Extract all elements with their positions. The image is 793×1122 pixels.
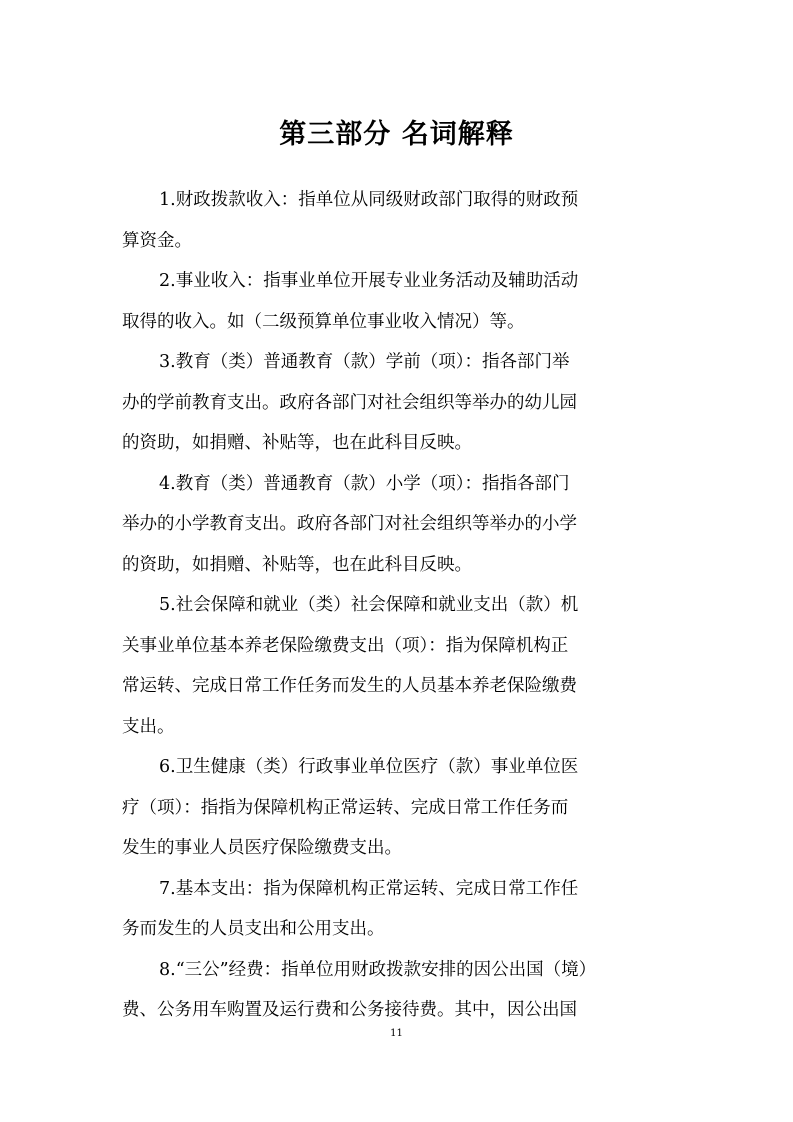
paragraph-line: 费、公务用车购置及运行费和公务接待费。其中，因公出国: [122, 1000, 577, 1020]
definition-paragraph-3: [122, 342, 674, 464]
page-number: 11: [390, 1028, 403, 1039]
definition-paragraph-7: [122, 869, 674, 950]
definition-paragraph-5: [122, 585, 674, 747]
paragraph-line: 疗（项）：指指为保障机构正常运转、完成日常工作任务而: [122, 797, 569, 818]
paragraph-line: 举办的小学教育支出。政府各部门对社会组织等举办的小学: [122, 514, 577, 534]
paragraph-line: 发生的事业人员医疗保险缴费支出。: [122, 838, 402, 858]
paragraph-line: 的资助，如捐赠、补贴等，也在此科目反映。: [122, 554, 472, 575]
paragraph-line: 算资金。: [122, 230, 192, 251]
paragraph-line: 6.卫生健康（类）行政事业单位医疗（款）事业单位医: [159, 757, 579, 777]
paragraph-line: 务而发生的人员支出和公用支出。: [122, 919, 385, 939]
paragraph-line: 的资助，如捐赠、补贴等，也在此科目反映。: [122, 433, 472, 453]
paragraph-line: 4.教育（类）普通教育（款）小学（项）：指指各部门: [159, 473, 570, 494]
definition-paragraph-6: [122, 747, 674, 869]
page-title: 第三部分 名词解释: [279, 119, 514, 151]
paragraph-line: 支出。: [122, 716, 175, 737]
paragraph-line: 8.“三公”经费：指单位用财政拨款安排的因公出国（境）: [159, 959, 597, 980]
paragraph-line: 办的学前教育支出。政府各部门对社会组织等举办的幼儿园: [122, 392, 577, 413]
paragraph-line: 5.社会保障和就业（类）社会保障和就业支出（款）机: [159, 595, 579, 615]
definition-paragraph-2: [122, 261, 674, 342]
document-body: [122, 180, 674, 1031]
paragraph-line: 常运转、完成日常工作任务而发生的人员基本养老保险缴费: [122, 676, 577, 696]
definition-paragraph-8: [122, 950, 674, 1031]
paragraph-line: 3.教育（类）普通教育（款）学前（项）：指各部门举: [159, 352, 570, 372]
definition-paragraph-4: [122, 464, 674, 586]
definition-paragraph-1: [122, 180, 674, 261]
paragraph-line: 1.财政拨款收入：指单位从同级财政部门取得的财政预: [159, 190, 579, 210]
paragraph-line: 关事业单位基本养老保险缴费支出（项）：指为保障机构正: [122, 635, 569, 656]
paragraph-line: 7.基本支出：指为保障机构正常运转、完成日常工作任: [159, 878, 579, 899]
paragraph-line: 2.事业收入：指事业单位开展专业业务活动及辅助活动: [159, 271, 579, 291]
paragraph-line: 取得的收入。如（二级预算单位事业收入情况）等。: [122, 311, 525, 332]
